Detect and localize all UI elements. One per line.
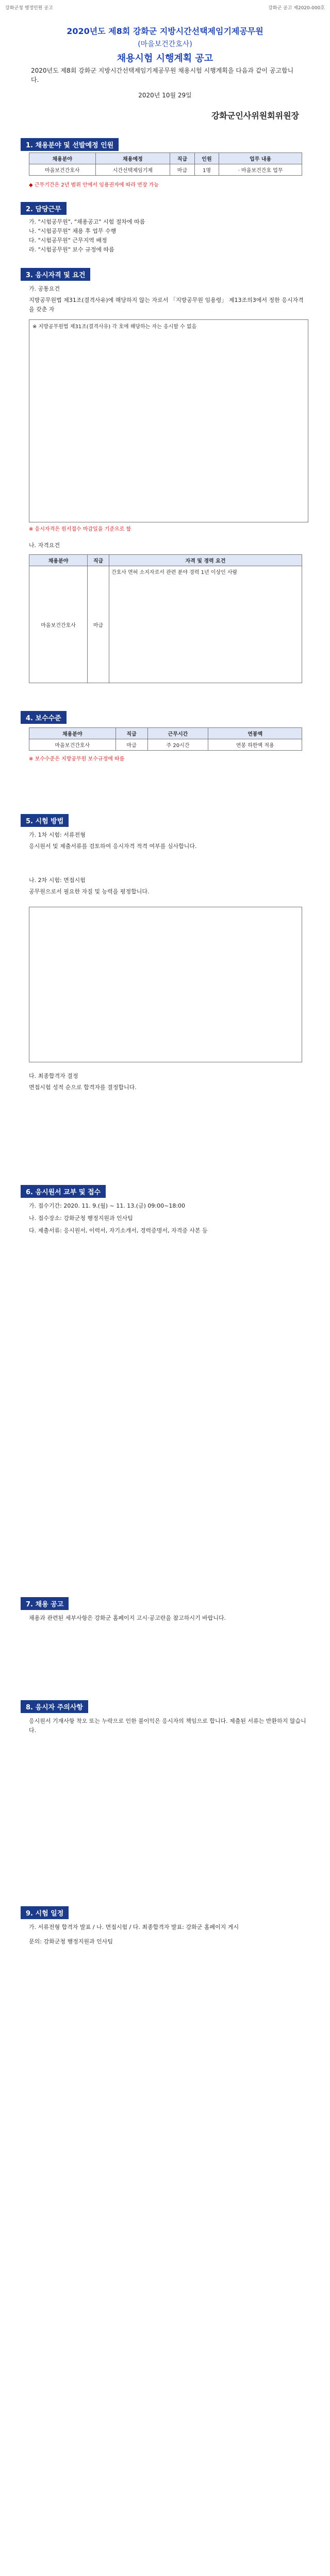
s1-note: ◆ 근무기간은 2년 범위 안에서 임용권자에 따라 연장 가능 [29, 182, 159, 188]
section-7-title: 7. 채용 공고 [21, 1597, 69, 1610]
s5-sub2: 나. 2차 시험: 면접시험 [29, 877, 86, 884]
s9-contact: 문의: 강화군청 행정지원과 인사팀 [29, 1938, 113, 1945]
s2-list [29, 217, 307, 255]
td-3: 마급 [170, 164, 195, 176]
s4-note: ※ 보수수준은 지방공무원 보수규정에 따름 [29, 756, 125, 762]
s5-body2: 공무원으로서 필요한 자질 및 능력을 평정합니다. [29, 888, 150, 895]
s3-sub2: 나. 자격요건 [29, 542, 60, 549]
pay-td-1: 마을보건간호사 [29, 739, 116, 751]
qual-th-2: 직급 [88, 555, 109, 566]
section-6-title: 6. 응시원서 교부 및 접수 [21, 1185, 106, 1198]
s3-note2: ※ 응시자격은 원서접수 마감일을 기준으로 함 [29, 527, 131, 532]
s2-item: 가. "시험공무원", "채용공고" 시험 절차에 따름 [29, 218, 145, 225]
qual-td-3: 간호사 면허 소지자로서 관련 분야 경력 1년 이상인 사람 [109, 566, 302, 683]
s5-body3: 면접시험 성적 순으로 합격자를 결정합니다. [29, 1084, 137, 1091]
s8-body: 응시원서 기재사항 착오 또는 누락으로 인한 불이익은 응시자의 책임으로 합니다. 제출된 서류는 반환하지 않습니다. [29, 1718, 306, 1734]
pay-table [29, 727, 302, 751]
s3-body1: 지방공무원법 제31조(결격사유)에 해당하지 않는 자로서 「지방공무원 임용령」 제13조의3에서 정한 응시자격을 갖춘 자 [29, 297, 304, 313]
s3-sub1: 가. 공통요건 [29, 285, 60, 292]
s5-sub3: 다. 최종합격자 결정 [29, 1073, 78, 1079]
section-9-title: 9. 시험 일정 [21, 1906, 69, 1919]
qual-table [29, 554, 302, 683]
pay-th-2: 직급 [116, 728, 147, 739]
td-4: 1명 [194, 164, 219, 176]
section-3-title: 3. 응시자격 및 요건 [21, 268, 90, 281]
header-right: 강화군 공고 제2020-000호 [268, 6, 325, 11]
header-left: 강화군청 행정민원 공고 [5, 6, 53, 11]
pay-th-4: 연봉액 [208, 728, 302, 739]
title-block [0, 25, 330, 64]
section-8-title: 8. 응시자 주의사항 [21, 1700, 88, 1713]
td-2: 시간선택제임기제 [95, 164, 170, 176]
pay-td-4: 연봉 하한액 적용 [208, 739, 302, 751]
th-1: 채용분야 [29, 153, 96, 164]
pay-th-3: 근무시간 [147, 728, 208, 739]
s2-item: 라. "시험공무원" 보수 규정에 따름 [29, 246, 114, 253]
th-4: 인원 [194, 153, 219, 164]
s9-body: 가. 서류전형 합격자 발표 / 나. 면접시험 / 다. 최종합격자 발표: 강화군 홈페이지 게시 [29, 1924, 239, 1930]
td-5: · 마을보건간호 업무 [219, 164, 302, 176]
section-2-title: 2. 담당근무 [21, 202, 67, 215]
section-4-title: 4. 보수수준 [21, 711, 67, 724]
s2-item: 다. "시험공무원" 근무지역 배정 [29, 237, 107, 244]
section-5-title: 5. 시험 방법 [21, 814, 69, 827]
s6-body3: 다. 제출서류: 응시원서, 이력서, 자기소개서, 경력증명서, 자격증 사본 등 [29, 1227, 208, 1234]
pay-td-3: 주 20시간 [147, 739, 208, 751]
title-line1: 2020년도 제8회 강화군 지방시간선택제임기제공무원 [67, 26, 263, 36]
signer: 강화군인사위원회위원장 [211, 111, 299, 121]
s2-item: 나. "시험공무원" 채용 후 업무 수행 [29, 228, 117, 234]
section-1-title: 1. 채용분야 및 선발예정 인원 [21, 138, 119, 151]
qual-th-3: 자격 및 경력 요건 [109, 555, 302, 566]
th-2: 채용예정 [95, 153, 170, 164]
recruit-table [29, 152, 302, 176]
s3-box: ※ 지방공무원법 제31조(결격사유) 각 호에 해당하는 자는 응시할 수 없음 [29, 319, 308, 522]
s5-sub1: 가. 1차 시험: 서류전형 [29, 832, 86, 838]
qual-th-1: 채용분야 [29, 555, 88, 566]
td-1: 마을보건간호사 [29, 164, 96, 176]
s5-box [29, 907, 302, 1062]
s6-body2: 나. 접수장소: 강화군청 행정지원과 인사팀 [29, 1215, 133, 1222]
s7-body: 채용과 관련된 세부사항은 강화군 홈페이지 고시·공고란을 참고하시기 바랍니다. [29, 1615, 226, 1621]
qual-td-2: 마급 [88, 566, 109, 683]
qual-td-1: 마을보건간호사 [29, 566, 88, 683]
intro: 2020년도 제8회 강화군 지방시간선택제임기제공무원 채용시험 시행계획을 다음과 같이 공고합니다. [31, 67, 294, 83]
s6-body: 가. 접수기간: 2020. 11. 9.(월) ~ 11. 13.(금) 09:00~18:00 [29, 1202, 186, 1209]
date: 2020년 10월 29일 [138, 92, 192, 99]
th-3: 직급 [170, 153, 195, 164]
title-line2: (마을보건간호사) [138, 40, 192, 48]
pay-th-1: 채용분야 [29, 728, 116, 739]
title-line3: 채용시험 시행계획 공고 [117, 53, 213, 64]
pay-td-2: 마급 [116, 739, 147, 751]
s5-body1: 응시원서 및 제출서류를 검토하여 응시자격 적격 여부를 심사합니다. [29, 843, 197, 850]
th-5: 업무 내용 [219, 153, 302, 164]
